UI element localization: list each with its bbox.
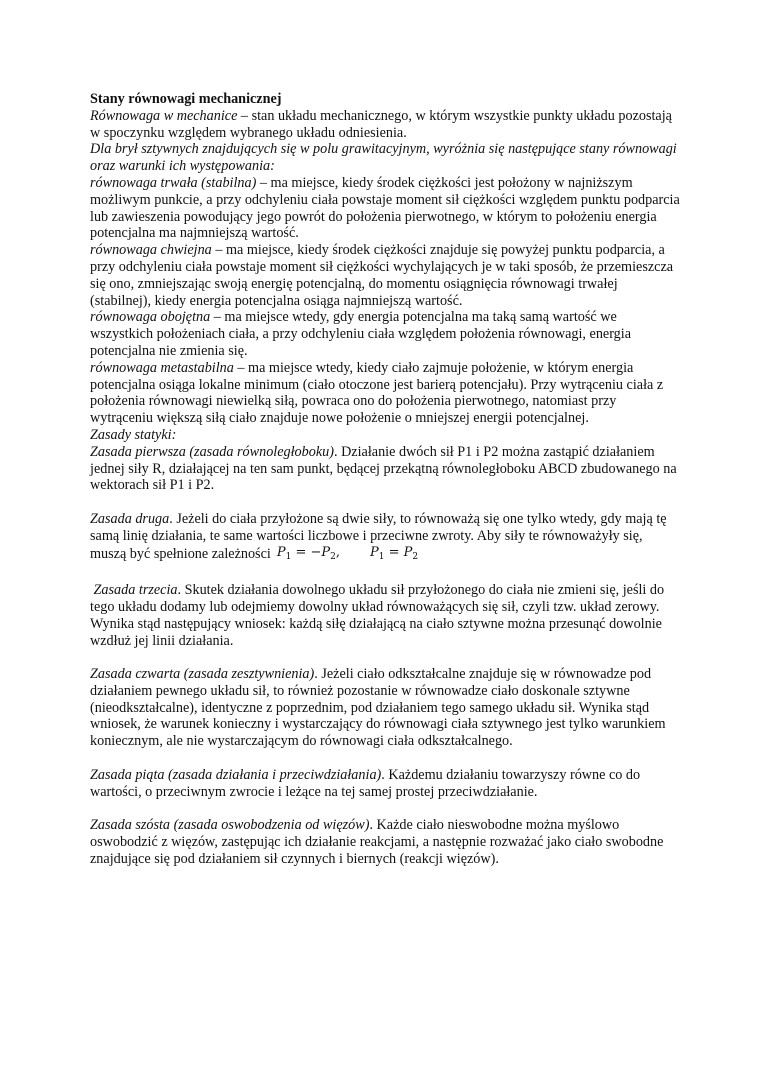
neutral-term: równowaga obojętna bbox=[90, 309, 211, 326]
spacer bbox=[90, 494, 680, 511]
definition-term: Równowaga w mechanice bbox=[90, 107, 238, 124]
metastable-text: – ma miejsce wtedy, kiedy ciało zajmuje położenie, w którym energia potencjalna osiąga lokalne minimum (ciało otoczone jest barierą potencjału). Przy wytrąceniu ciała z położenia równowagi niewielką siłą, powraca ono do położenia pierwotnego, natomiast przy wytrąceniu większą siłą ciało znajduje nowe położenie o mniejszej energii potencjalnej. bbox=[90, 359, 664, 427]
formula-2-var-b: P bbox=[403, 544, 413, 560]
unstable-term: równowaga chwiejna bbox=[90, 242, 212, 259]
stable-text: – ma miejsce, kiedy środek ciężkości jest położony w najniższym możliwym punkcie, a przy odchyleniu ciała powstaje moment sił ciężkości względem punktu podparcia lub zawieszenia powodujący jego powrót do położenia pierwotnego, w którym to położeniu energia potencjalna ma najmniejszą wartość. bbox=[90, 174, 680, 242]
formula-1-var-a: P bbox=[276, 544, 286, 560]
principle-6-term: Zasada szósta (zasada oswobodzenia od więzów) bbox=[90, 817, 370, 834]
stable-term: równowaga trwała (stabilna) bbox=[90, 174, 257, 191]
unstable-text: – ma miejsce, kiedy środek ciężkości znajduje się powyżej punktu podparcia, a przy odchyleniu ciała powstaje moment sił ciężkości wychylających je w taki sposób, że przemieszcza się ono, zmniejszając swoją energię potencjalną, do momentu osiągnięcia równowagi trwałej (stabilnej), kiedy energia potencjalna osiąga najmniejszą wartość. bbox=[90, 242, 674, 309]
stable-paragraph bbox=[90, 175, 680, 242]
principle-3-paragraph bbox=[90, 582, 680, 649]
formula-1 bbox=[277, 545, 340, 566]
principle-1-term: Zasada pierwsza (zasada równoległoboku) bbox=[90, 443, 334, 460]
intro-text: Dla brył sztywnych znajdujących się w polu grawitacyjnym, wyróżnia się następujące stany równowagi oraz warunki ich występowania: bbox=[90, 141, 677, 175]
principle-5-paragraph bbox=[90, 767, 680, 801]
formula-1-var-b: P bbox=[321, 544, 331, 560]
spacer bbox=[90, 649, 680, 666]
neutral-text: – ma miejsce wtedy, gdy energia potencjalna ma taką samą wartość we wszystkich położeniach ciała, a przy odchyleniu ciała względem położenia równowagi, energia potencjalna nie zmienia się. bbox=[90, 309, 632, 359]
principle-5-text: . Każdemu działaniu towarzyszy równe co do wartości, o przeciwnym zwrocie i leżące na tej samej prostej przeciwdziałanie. bbox=[90, 766, 641, 800]
unstable-paragraph bbox=[90, 242, 680, 309]
principle-3-term: Zasada trzecia bbox=[93, 582, 178, 599]
spacer bbox=[90, 800, 680, 817]
definition-text: – stan układu mechanicznego, w którym wszystkie punkty układu pozostają w spoczynku względem wybranego układu odniesienia. bbox=[90, 107, 672, 141]
formula-2-operator: = bbox=[384, 544, 404, 560]
formula-1-operator: = − bbox=[291, 544, 322, 560]
intro-paragraph bbox=[90, 141, 680, 175]
principle-6-text: . Każde ciało nieswobodne można myślowo oswobodzić z więzów, zastępując ich działanie reakcjami, a następnie rozważać jako ciało swobodne znajdujące się pod działaniem sił czynnych i biernych (reakcji więzów). bbox=[90, 817, 664, 867]
formula-2-var-a: P bbox=[370, 544, 379, 560]
principle-4-term: Zasada czwarta (zasada zesztywnienia) bbox=[90, 666, 315, 683]
spacer bbox=[90, 750, 680, 767]
principle-5-term: Zasada piąta (zasada działania i przeciwdziałania) bbox=[90, 766, 382, 783]
metastable-paragraph bbox=[90, 360, 680, 427]
page-title: Stany równowagi mechanicznej bbox=[90, 91, 282, 107]
formula-2-sub-a: 1 bbox=[378, 551, 385, 562]
principle-2-term: Zasada druga bbox=[90, 510, 170, 527]
metastable-term: równowaga metastabilna bbox=[90, 359, 234, 376]
formula-1-separator: , bbox=[335, 544, 340, 560]
principle-4-paragraph bbox=[90, 666, 680, 750]
formula-2-sub-b: 2 bbox=[412, 551, 419, 562]
formula-2 bbox=[370, 545, 418, 566]
principle-6-paragraph bbox=[90, 817, 680, 867]
principle-3-text: . Skutek działania dowolnego układu sił przyłożonego do ciała nie zmieni się, jeśli do tego układu dodamy lub odejmiemy dowolny układ równoważących się sił, czyli tzw. układ zerowy. Wynika stąd następujący wniosek: każdą siłę działającą na ciało sztywne można przesunąć dowolnie wzdłuż jej linii działania. bbox=[90, 582, 665, 649]
principle-2-paragraph bbox=[90, 511, 680, 565]
statics-heading bbox=[90, 427, 680, 444]
principle-4-text: . Jeżeli ciało odkształcalne znajduje się w równowadze pod działaniem pewnego układu sił, to również pozostanie w równowadze ciało doskonale sztywne (nieodkształcalne), identyczne z poprzednim, pod działaniem tego samego układu sił. Wynika stąd wniosek, że warunek konieczny i wystarczający do równowagi ciała sztywnego jest tylko warunkiem koniecznym, ale nie wystarczającym do równowagi ciała odkształcalnego. bbox=[90, 666, 666, 750]
principle-1-text: . Działanie dwóch sił P1 i P2 można zastąpić działaniem jednej siły R, działającej na ten sam punkt, będącej przekątną równoległoboku ABCD zbudowanego na wektorach sił P1 i P2. bbox=[90, 443, 677, 494]
spacer bbox=[90, 565, 680, 582]
formula-1-sub-a: 1 bbox=[285, 551, 292, 562]
definition-paragraph bbox=[90, 108, 680, 142]
neutral-paragraph bbox=[90, 309, 680, 359]
statics-heading-text: Zasady statyki: bbox=[90, 426, 177, 443]
principle-2-text: . Jeżeli do ciała przyłożone są dwie siły, to równoważą się one tylko wtedy, gdy mają tę samą linię działania, te same wartości liczbowe i przeciwne zwroty. Aby siły te równoważyły się, muszą być spełnione zależności bbox=[90, 510, 667, 562]
principle-1-paragraph bbox=[90, 444, 680, 494]
formula-1-sub-b: 2 bbox=[330, 551, 336, 562]
document-content bbox=[90, 91, 680, 868]
